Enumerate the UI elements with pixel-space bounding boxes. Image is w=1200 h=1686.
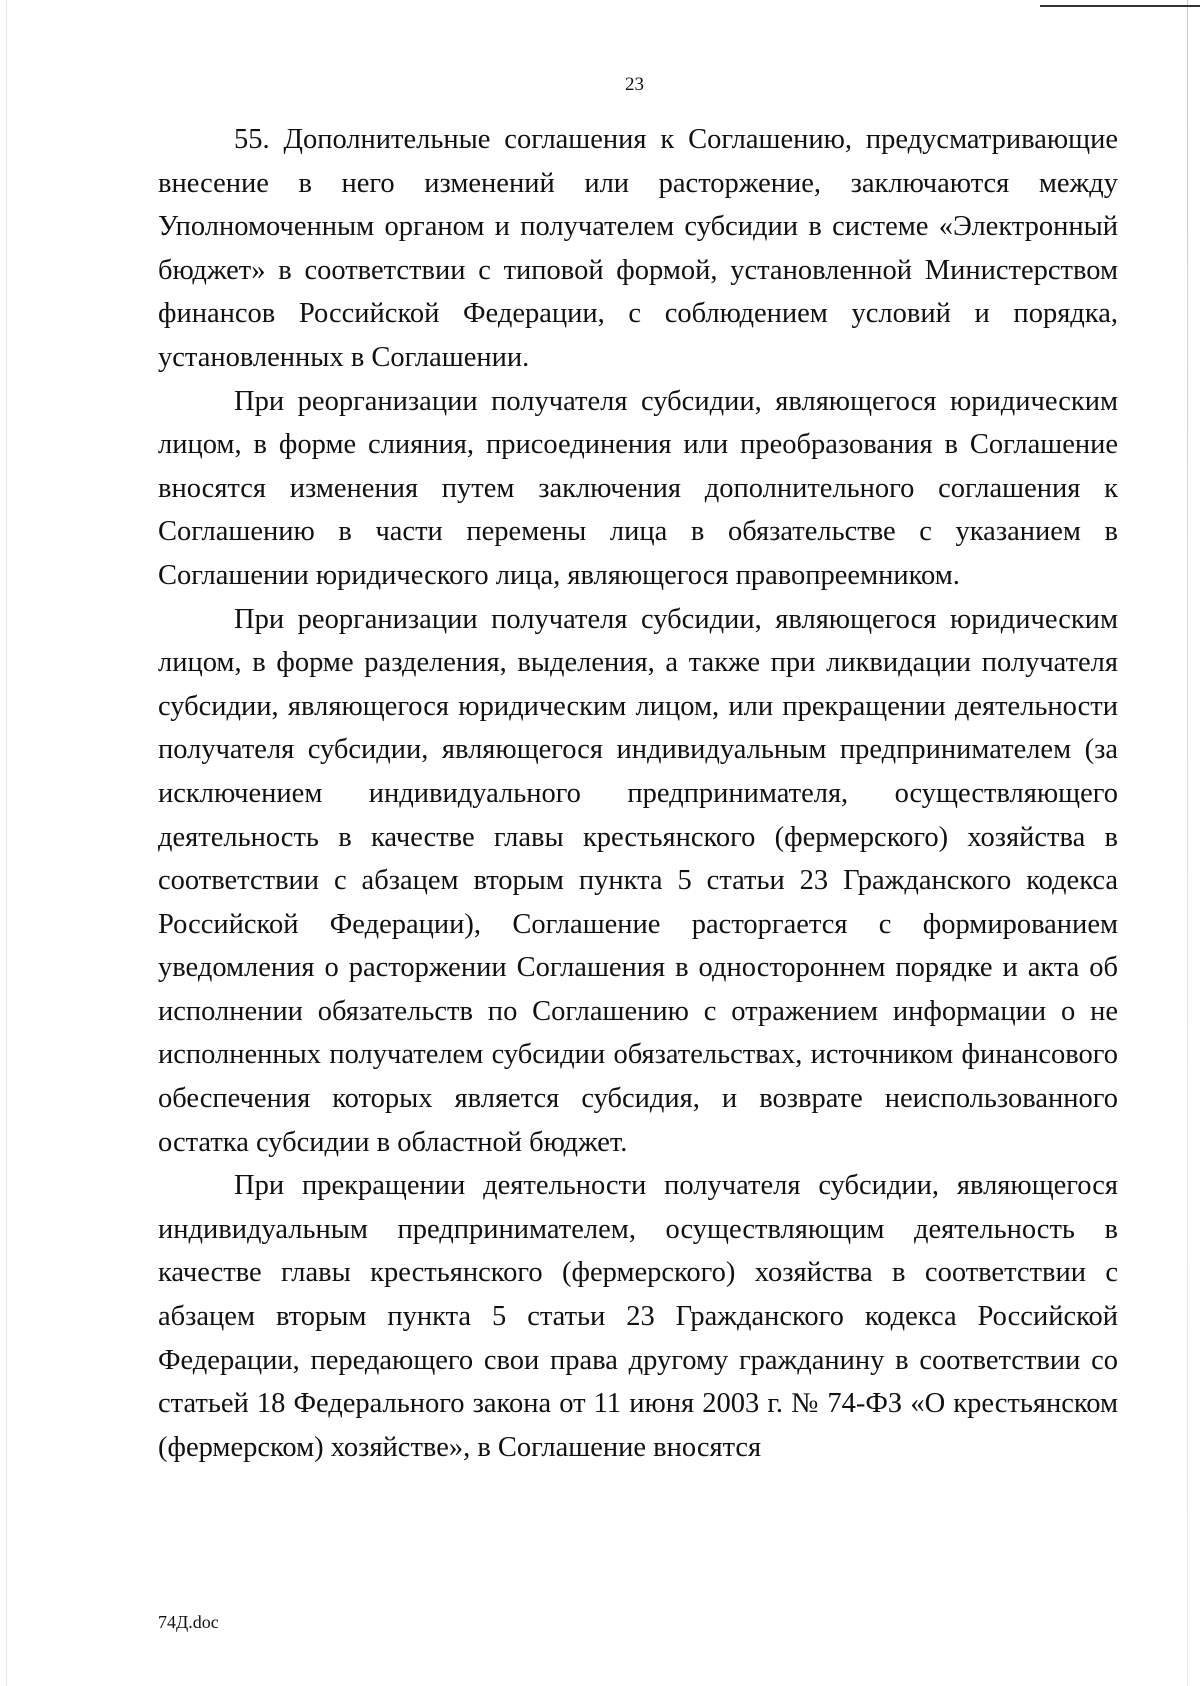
scan-edge-right <box>1187 0 1188 1686</box>
paragraph-reorganization-division: При реорганизации получателя субсидии, являющегося юридическим лицом, в форме разделения, выделения, а также при ликвидации получателя субсидии, являющегося юридическим лицом, или прекращении деятельности получателя субсидии, являющегося индивидуальным предпринимателем (за исключением индивидуального предпринимателя, осуществляющего деятельность в качестве главы крестьянского (фермерского) хозяйства в соответствии с абзацем вторым пункта 5 статьи 23 Гражданского кодекса Российской Федерации), Соглашение расторгается с формированием уведомления о расторжении Соглашения в одностороннем порядке и акта об исполнении обязательств по Соглашению с отражением информации о не исполненных получателем субсидии обязательствах, источником финансового обеспечения которых является субсидия, и возврате неиспользованного остатка субсидии в областной бюджет. <box>158 603 1118 1158</box>
document-body <box>158 118 1118 1469</box>
scan-edge-top <box>1040 5 1200 7</box>
footer-filename: 74Д.doc <box>158 1612 219 1632</box>
paragraph-55: 55. Дополнительные соглашения к Соглашению, предусматривающие внесение в него изменений или расторжение, заключаются между Уполномоченным органом и получателем субсидии в системе «Электронный бюджет» в соответствии с типовой формой, установленной Министерством финансов Российской Федерации, с соблюдением условий и порядка, установленных в Соглашении. <box>158 124 1118 373</box>
scan-edge-left <box>6 0 7 1686</box>
paragraph-reorganization-merger: При реорганизации получателя субсидии, являющегося юридическим лицом, в форме слияния, присоединения или преобразования в Соглашение вносятся изменения путем заключения дополнительного соглашения к Соглашению в части перемены лица в обязательстве с указанием в Соглашении юридического лица, являющегося правопреемником. <box>158 385 1118 591</box>
paragraph-farm-termination: При прекращении деятельности получателя субсидии, являющегося индивидуальным предпринимателем, осуществляющим деятельность в качестве главы крестьянского (фермерского) хозяйства в соответствии с абзацем вторым пункта 5 статьи 23 Гражданского кодекса Российской Федерации, передающего свои права другому гражданину в соответствии со статьей 18 Федерального закона от 11 июня 2003 г. № 74-ФЗ «О крестьянском (фермерском) хозяйстве», в Соглашение вносятся <box>158 1170 1118 1463</box>
page-number: 23 <box>625 74 644 95</box>
